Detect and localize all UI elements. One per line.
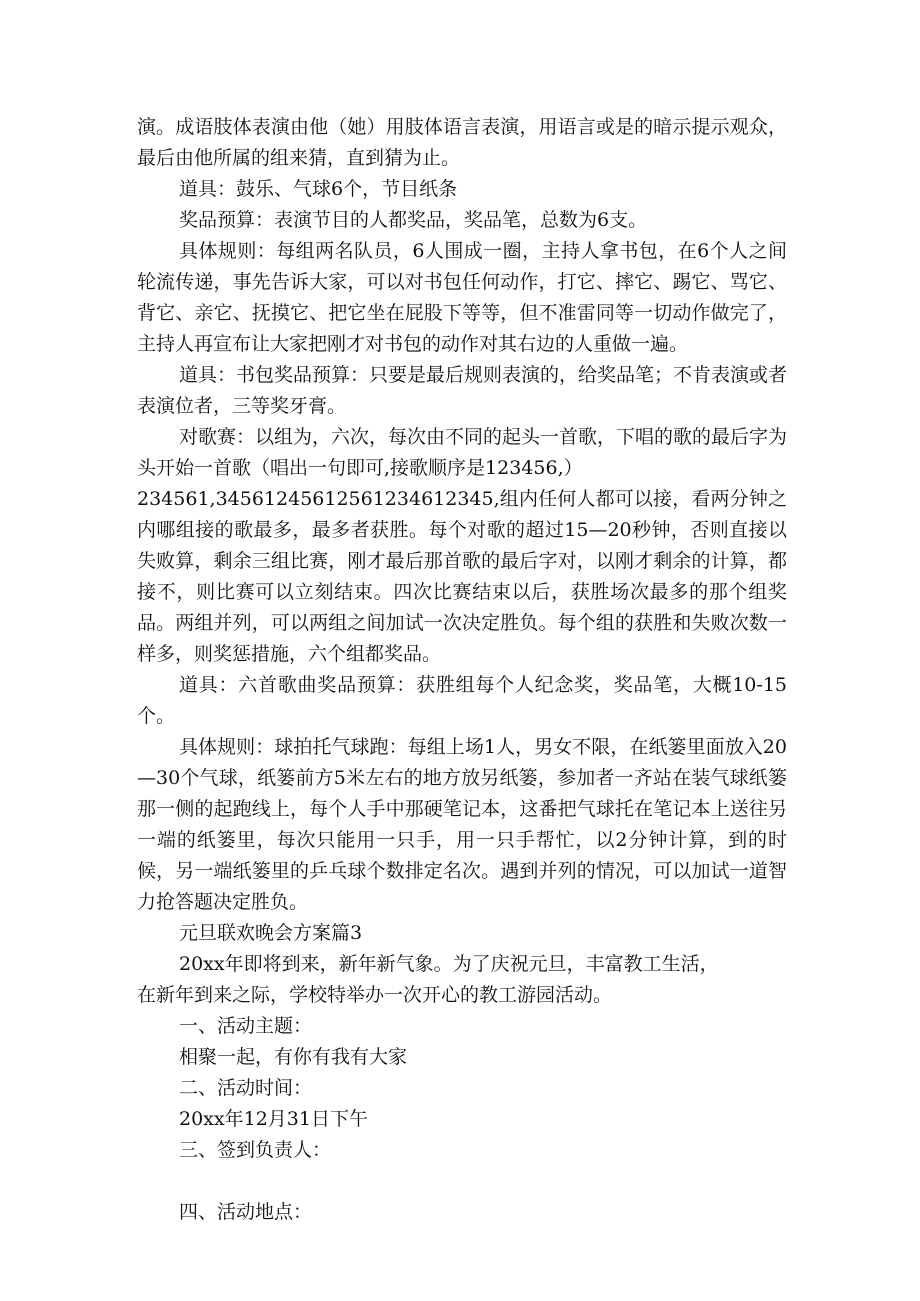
paragraph-intro-line-1: 20xx年即将到来，新年新气象。为了庆祝元旦，丰富教工生活， (179, 953, 719, 975)
paragraph-prize-budget-1: 奖品预算：表演节目的人都奖品，奖品笔，总数为6支。 (179, 209, 648, 231)
paragraph-performance-rules: 演。成语肢体表演由他（她）用肢体语言表演，用语言或是的暗示提示观众，最后由他所属的组来猜，直到猜为止。 (137, 116, 787, 169)
paragraph-balloon-race-rules: 具体规则：球拍托气球跑：每组上场1人，男女不限，在纸篓里面放入20—30个气球，纸篓前方5米左右的地方放另纸篓，参加者一齐站在装气球纸篓那一侧的起跑线上，每个人手中那硬笔记本，这番把气球托在笔记本上送往另一端的纸篓里，每次只能用一只手，用一只手帮忙，以2分钟计算，到的时候，另一端纸篓里的乒乓球个数排定名次。遇到并列的情况，可以加试一道智力抢答题决定胜负。 (137, 736, 787, 913)
blank-line (137, 1166, 787, 1197)
paragraph-schoolbag-rules: 具体规则：每组两名队员，6人围成一圈，主持人拿书包，在6个人之间轮流传递，事先告诉大家，可以对书包任何动作，打它、摔它、踢它、骂它、背它、亲它、抚摸它、把它坐在屁股下等等，但不准雷同等一切动作做完了，主持人再宣布让大家把刚才对书包的动作对其右边的人重做一遍。 (137, 240, 787, 355)
paragraph-intro-line-2: 在新年到来之际，学校特举办一次开心的教工游园活动。 (137, 984, 613, 1006)
heading-activity-location: 四、活动地点： (179, 1201, 313, 1223)
paragraph-song-contest: 对歌赛：以组为，六次，每次由不同的起头一首歌，下唱的歌的最后字为头开始一首歌（唱出一句即可,接歌顺序是123456,） (137, 426, 788, 479)
heading-activity-theme: 一、活动主题： (179, 1015, 313, 1037)
document-body (137, 112, 787, 1228)
paragraph-props-2: 道具：书包奖品预算：只要是最后规则表演的，给奖品笔；不肯表演或者表演位者，三等奖牙膏。 (137, 364, 788, 417)
text-activity-time: 20xx年12月31日下午 (179, 1108, 368, 1130)
paragraph-props-1: 道具：鼓乐、气球6个，节目纸条 (179, 178, 458, 200)
section-heading-plan-3: 元旦联欢晚会方案篇3 (179, 922, 363, 944)
text-activity-theme: 相聚一起，有你有我有大家 (179, 1046, 408, 1068)
heading-signin-person: 三、签到负责人： (179, 1139, 332, 1161)
paragraph-song-contest-rules: 234561,345612456125612346123​45,组内任何人都可以接，看两分钟之内哪组接的歌最多，最多者获胜。每个对歌的超过15—20秒钟，否则直接以失败算，剩余三组比赛，刚才最后那首歌的最后字对，以刚才剩余的计算，都接不，则比赛可以立刻结束。四次比赛结束以后，获胜场次最多的那个组奖品。两组并列，可以两组之间加试一次决定胜负。每个组的获胜和失败次数一样多，则奖惩措施，六个组都奖品。 (137, 488, 787, 665)
paragraph-props-3: 道具：六首歌曲奖品预算：获胜组每个人纪念奖，奖品笔，大概10-15个。 (137, 674, 787, 727)
heading-activity-time: 二、活动时间： (179, 1077, 313, 1099)
